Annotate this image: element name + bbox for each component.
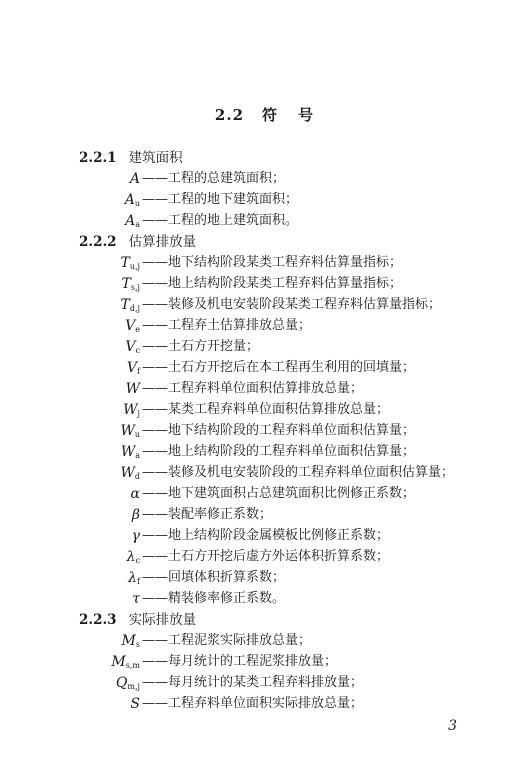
symbol-row — [0, 169, 529, 189]
symbol-subscript: j — [137, 409, 140, 418]
subsection-title: 实际排放量 — [128, 612, 197, 628]
symbol-subscript: u — [134, 430, 140, 439]
symbol-row — [0, 589, 529, 609]
symbol-description: ——地上结构阶段的工程弃料单位面积估算量； — [142, 444, 416, 459]
symbol-subscript: u — [134, 199, 140, 208]
symbol-description: ——工程弃土估算排放总量； — [142, 318, 312, 333]
symbol: $A_u$ — [124, 192, 140, 208]
symbol: $W_j$ — [123, 402, 140, 418]
symbol-description: ——土石方开挖后虚方外运体积折算系数； — [142, 549, 390, 564]
symbol: $W_d$ — [120, 465, 140, 481]
symbol-row — [0, 316, 529, 336]
symbol-row — [0, 358, 529, 378]
symbol-description: ——地上结构阶段某类工程弃料估算量指标； — [142, 276, 403, 291]
symbol-row — [0, 337, 529, 357]
symbol-description: ——某类工程弃料单位面积估算排放总量； — [142, 402, 390, 417]
symbol-row — [0, 694, 529, 714]
symbol: γ — [131, 528, 140, 544]
symbol: β — [131, 507, 140, 523]
symbol-row — [0, 484, 529, 504]
symbol-description: ——地下结构阶段的工程弃料单位面积估算量； — [142, 423, 416, 438]
symbol-description: ——精装修率修正系数。 — [142, 591, 286, 606]
page-number: 3 — [448, 718, 457, 734]
symbol-subscript: c — [135, 556, 140, 565]
symbol-description: ——工程的地下建筑面积； — [142, 192, 299, 207]
symbol-subscript: e — [135, 325, 140, 334]
symbol: $T_{d,j}$ — [120, 297, 140, 313]
symbol: $\lambda_c$ — [126, 549, 140, 565]
section-title-char-1: 符 — [262, 106, 279, 124]
symbol-row — [0, 274, 529, 294]
symbol: $W_u$ — [120, 423, 140, 439]
symbol-description: ——装修及机电安装阶段的工程弃料单位面积估算量； — [142, 465, 455, 480]
subsection-heading — [79, 232, 196, 252]
symbol: A — [129, 171, 140, 187]
symbol-description: ——工程弃料单位面积估算排放总量； — [142, 381, 364, 396]
symbol-description: ——土石方开挖后在本工程再生利用的回填量； — [142, 360, 416, 375]
symbol: $V_e$ — [125, 318, 140, 334]
symbol-description: ——土石方开挖量； — [142, 339, 260, 354]
symbol-subscript: s — [135, 640, 140, 649]
symbol-row — [0, 379, 529, 399]
section-title-char-2: 号 — [298, 106, 315, 124]
symbol: $\lambda_f$ — [128, 570, 140, 586]
symbol: S — [130, 696, 140, 712]
symbol-row — [0, 190, 529, 210]
symbol-subscript: d — [134, 472, 140, 481]
subsection-title: 估算排放量 — [128, 234, 197, 250]
symbol: $Q_{m,j}$ — [115, 675, 140, 691]
symbol-row — [0, 463, 529, 483]
symbol-row — [0, 442, 529, 462]
subsection-number: 2.2.3 — [79, 612, 117, 628]
symbol-description: ——工程的总建筑面积； — [142, 171, 286, 186]
symbol: $A_a$ — [125, 213, 140, 229]
symbol-description: ——地下结构阶段某类工程弃料估算量指标； — [142, 255, 403, 270]
symbol-subscript: a — [135, 220, 140, 229]
symbol-row — [0, 421, 529, 441]
symbol: $V_c$ — [125, 339, 140, 355]
symbol-row — [0, 631, 529, 651]
symbol-row — [0, 526, 529, 546]
symbol-subscript: f — [137, 577, 140, 586]
symbol-row — [0, 400, 529, 420]
symbol-row — [0, 505, 529, 525]
subsection-number: 2.2.1 — [79, 150, 117, 166]
symbol-subscript: m,j — [127, 682, 140, 691]
symbol: $M_{s,m}$ — [111, 654, 140, 670]
symbol-subscript: c — [135, 346, 140, 355]
symbol: τ — [132, 591, 140, 607]
symbol-description: ——工程的地上建筑面积。 — [142, 213, 299, 228]
symbol-subscript: a — [135, 451, 140, 460]
symbol-description: ——回填体积折算系数； — [142, 570, 286, 585]
symbol-row — [0, 211, 529, 231]
symbol-description: ——装配率修正系数； — [142, 507, 273, 522]
subsection-heading — [79, 610, 196, 630]
symbol-subscript: d,j — [129, 304, 140, 313]
symbol-subscript: s,m — [125, 661, 140, 670]
symbol: α — [130, 486, 140, 502]
section-number: 2.2 — [214, 106, 245, 124]
symbol: $T_{u,j}$ — [120, 255, 140, 271]
symbol-description: ——工程弃料单位面积实际排放总量； — [142, 696, 364, 711]
symbol: $M_s$ — [121, 633, 140, 649]
symbol-description: ——地上结构阶段金属模板比例修正系数； — [142, 528, 390, 543]
symbol-row — [0, 568, 529, 588]
subsection-title: 建筑面积 — [128, 150, 183, 166]
symbol-subscript: f — [137, 367, 140, 376]
symbol-row — [0, 673, 529, 693]
symbol-row — [0, 253, 529, 273]
symbol-description: ——装修及机电安装阶段某类工程弃料估算量指标； — [142, 297, 442, 312]
symbol-subscript: s,j — [130, 283, 140, 292]
subsection-heading — [79, 148, 183, 168]
symbol: W — [125, 381, 140, 397]
subsection-number: 2.2.2 — [79, 234, 117, 250]
symbol-description: ——工程泥浆实际排放总量； — [142, 633, 312, 648]
symbol: $V_f$ — [126, 360, 140, 376]
symbol-description: ——每月统计的某类工程弃料排放量； — [142, 675, 364, 690]
symbol-description: ——每月统计的工程泥浆排放量； — [142, 654, 338, 669]
section-title — [0, 104, 529, 125]
symbol-row — [0, 295, 529, 315]
symbol-description: ——地下建筑面积占总建筑面积比例修正系数； — [142, 486, 416, 501]
symbol-row — [0, 652, 529, 672]
symbol: $W_a$ — [120, 444, 140, 460]
symbol: $T_{s,j}$ — [121, 276, 140, 292]
symbol-subscript: u,j — [129, 262, 140, 271]
symbol-row — [0, 547, 529, 567]
